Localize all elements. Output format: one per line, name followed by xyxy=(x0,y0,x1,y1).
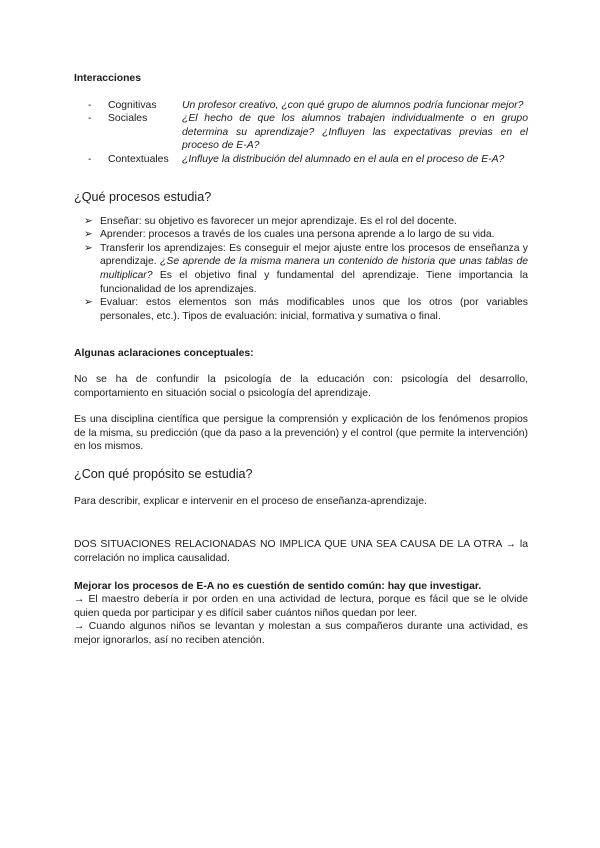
aclaraciones-paragraph-1: No se ha de confundir la psicología de la educación con: psicología del desarrollo, comportamiento en situación social o psicología del aprendizaje. xyxy=(74,373,528,399)
interaccion-label: Sociales xyxy=(108,113,148,125)
interaccion-contextuales xyxy=(74,153,528,167)
list-dash: - xyxy=(88,99,92,111)
list-item-text: Evaluar: estos elementos son más modificables unos que los otros (por variables personales, etc.). Tipos de evaluación: inicial, formativa y sumativa o final. xyxy=(100,297,528,322)
list-dash: - xyxy=(88,153,92,165)
aclaraciones-heading: Algunas aclaraciones conceptuales: xyxy=(74,348,254,360)
proposito-heading: ¿Con qué propósito se estudia? xyxy=(74,466,253,481)
interaccion-label: Contextuales xyxy=(108,153,169,165)
interacciones-heading: Interacciones xyxy=(74,73,141,84)
interaccion-label: Cognitivas xyxy=(108,99,157,111)
interaccion-cognitivas xyxy=(74,99,528,113)
arrow-bullet-icon: ➢ xyxy=(84,297,93,309)
interaccion-sociales xyxy=(74,112,528,153)
transferir-tail: Es el objetivo final y fundamental del aprendizaje. Tiene importancia la funcionalidad de los aprendizajes. xyxy=(100,269,528,295)
list-item xyxy=(84,228,528,242)
list-item-text: Enseñar: su objetivo es favorecer un mejor aprendizaje. Es el rol del docente. xyxy=(100,215,457,227)
aclaraciones-paragraph-2: Es una disciplina científica que persigue la comprensión y explicación de los fenómenos propios de la misma, su predicción (que da paso a la prevención) y el control (que permite la intervención) en los mismos. xyxy=(74,414,528,453)
interaccion-text: ¿El hecho de que los alumnos trabajen individualmente o en grupo determina su aprendizaje? ¿Influyen las expectativas previas en el proceso de E-A? xyxy=(182,113,528,152)
list-item xyxy=(84,296,528,323)
mejorar-line-1: → El maestro debería ir por orden en una actividad de lectura, porque es fácil que se le olvide quien queda por participar y es difícil saber cuántos niños quedan por leer. xyxy=(74,594,528,619)
interacciones-list xyxy=(74,99,528,167)
list-item xyxy=(84,242,528,296)
interaccion-text: ¿Influye la distribución del alumnado en el aula en el proceso de E-A? xyxy=(182,153,505,165)
situaciones-text: DOS SITUACIONES RELACIONADAS NO IMPLICA QUE UNA SEA CAUSA DE LA OTRA → la correlación no implica causalidad. xyxy=(74,539,528,565)
arrow-bullet-icon: ➢ xyxy=(84,215,93,227)
list-item-text: Aprender: procesos a través de los cuales una persona aprende a lo largo de su vida. xyxy=(100,229,495,241)
list-item-text xyxy=(100,242,528,296)
list-item xyxy=(84,215,528,229)
mejorar-heading: Mejorar los procesos de E-A no es cuestión de sentido común: hay que investigar. xyxy=(74,580,482,592)
interaccion-text: Un profesor creativo, ¿con qué grupo de alumnos podría funcionar mejor? xyxy=(182,99,524,111)
transferir-text: Transferir los aprendizajes: Es conseguir el mejor ajuste entre los procesos de enseñanza y aprendizaje. xyxy=(100,242,528,268)
list-dash: - xyxy=(88,113,92,125)
procesos-heading: ¿Qué procesos estudia? xyxy=(74,189,212,204)
procesos-list xyxy=(74,215,528,324)
proposito-text: Para describir, explicar e intervenir en el proceso de enseñanza-aprendizaje. xyxy=(74,495,427,507)
arrow-bullet-icon: ➢ xyxy=(84,242,93,254)
transferir-question: ¿Se aprende de la misma manera un contenido de historia que unas tablas de multiplicar? xyxy=(100,256,529,281)
arrow-bullet-icon: ➢ xyxy=(84,229,93,241)
mejorar-line-2: → Cuando algunos niños se levantan y molestan a sus compañeros durante una actividad, es mejor ignorarlos, así no reciben atención. xyxy=(74,621,528,647)
